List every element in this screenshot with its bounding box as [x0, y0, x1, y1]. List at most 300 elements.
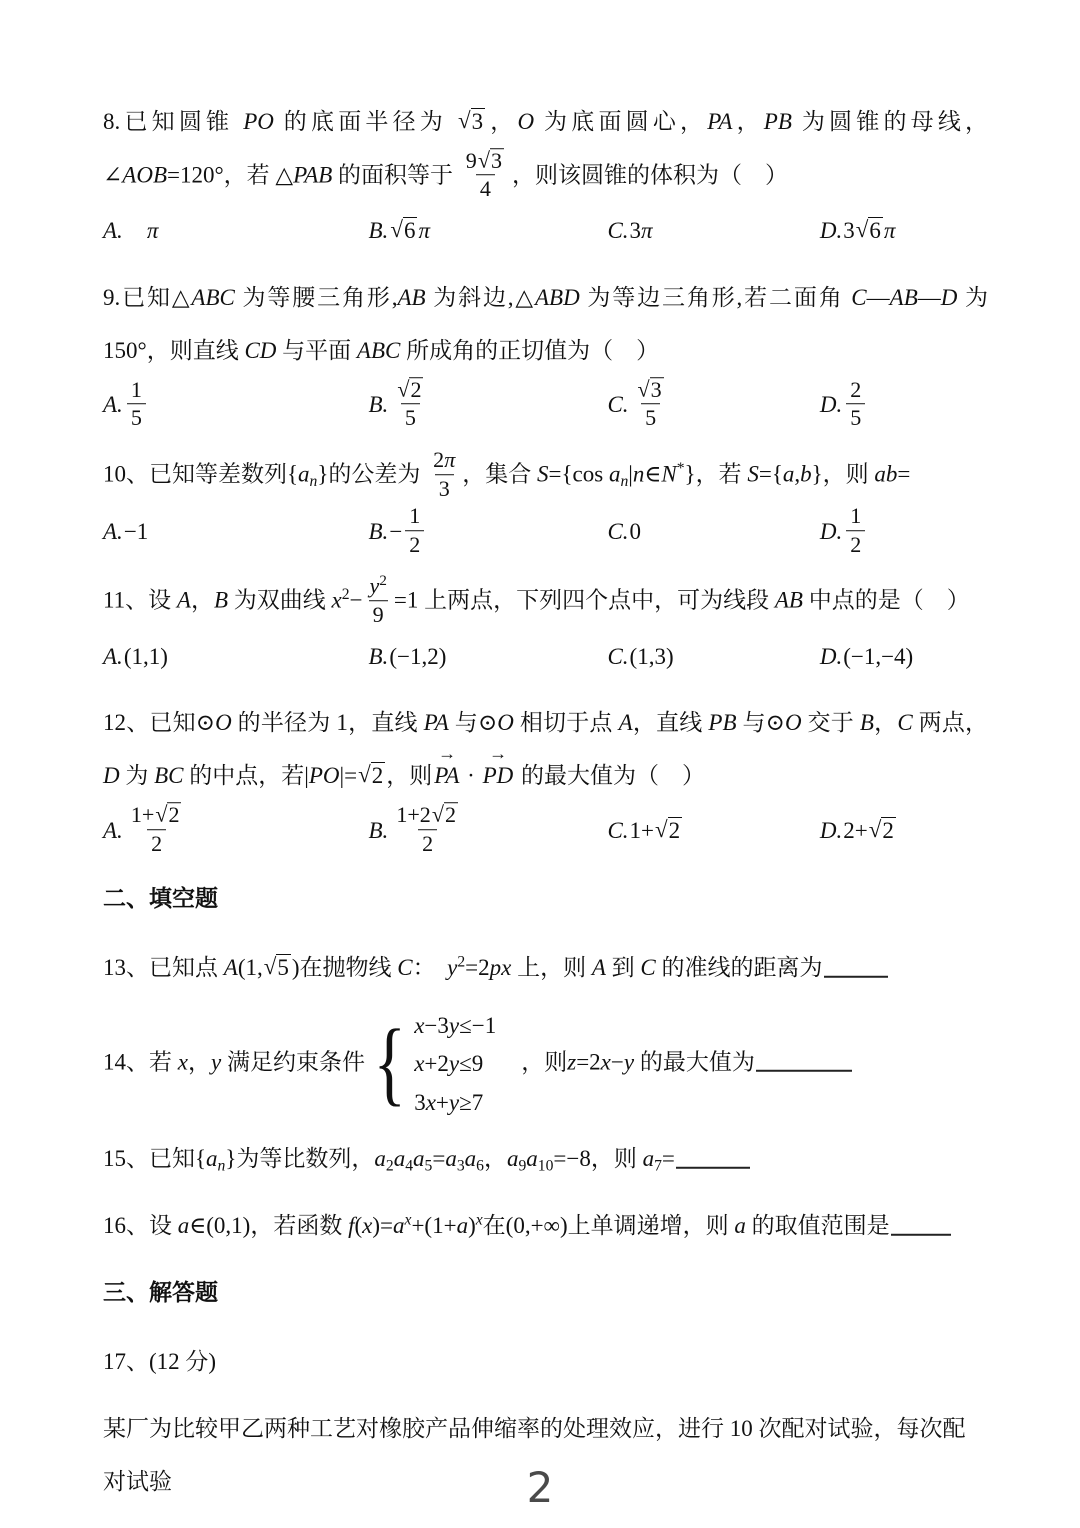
option-label: A. — [103, 643, 123, 669]
text-run: =2 — [465, 955, 490, 981]
math-run: ABC — [191, 284, 235, 310]
text-run: − — [610, 1049, 624, 1075]
text-run: 2 — [668, 817, 681, 843]
math-run: π — [146, 218, 159, 244]
math-run: a — [177, 1213, 190, 1239]
superscript: x — [475, 1211, 483, 1229]
subscript: 5 — [424, 1157, 433, 1175]
radical-sign: √ — [263, 954, 277, 980]
math-run: a — [782, 461, 795, 487]
question-17-header-text — [103, 1336, 988, 1389]
radicand — [444, 802, 458, 828]
text-run: 2 — [444, 802, 457, 828]
numerator — [127, 801, 187, 829]
option-label: D. — [819, 643, 843, 669]
text-run: 所成角的正切值为（ ） — [400, 337, 660, 363]
numerator — [392, 801, 463, 829]
sqrt-expression — [264, 942, 291, 995]
text-run: 1+2 — [396, 802, 431, 828]
text-run: ∈(0,1)，若函数 — [189, 1213, 349, 1239]
question-12-text — [103, 697, 988, 803]
question-10 — [103, 448, 988, 560]
text-run: + — [435, 1089, 449, 1115]
text-run: 2 — [850, 376, 862, 402]
option-label: B. — [368, 218, 389, 244]
constraint-system — [367, 1009, 496, 1119]
math-run: C — [851, 284, 867, 310]
option-label: A. — [103, 218, 123, 244]
text-run: 的面积等于 — [332, 162, 459, 188]
sqrt-expression — [856, 205, 883, 258]
option-label: D. — [819, 817, 843, 843]
sqrt-expression — [155, 801, 181, 829]
question-8-option-D — [820, 205, 988, 258]
text-run: ， — [187, 1049, 211, 1075]
text-run: 交于 — [801, 710, 860, 736]
math-run: ab — [874, 461, 898, 487]
text-run: 的最大值为（ ） — [515, 763, 705, 789]
math-run: ABD — [535, 284, 580, 310]
math-run: A — [591, 955, 606, 981]
text-run: ≤9 — [459, 1051, 484, 1077]
math-run: A — [176, 587, 191, 613]
math-run: y — [369, 573, 380, 599]
math-run: f — [348, 1213, 355, 1239]
radicand — [167, 802, 181, 828]
page-number: 2 — [526, 1463, 554, 1512]
text-run: 为双曲线 — [228, 587, 332, 613]
text-run: 三、解答题 — [103, 1279, 218, 1305]
math-run: a — [393, 1146, 406, 1172]
text-run: 满足约束条件 — [221, 1049, 365, 1075]
question-14 — [103, 1009, 988, 1119]
math-run: AB — [397, 284, 426, 310]
subscript: 6 — [476, 1157, 484, 1175]
option-label: A. — [103, 817, 123, 843]
subscript: 7 — [654, 1157, 662, 1175]
option-label: C. — [607, 817, 629, 843]
text-run: 1+ — [629, 817, 655, 843]
text-run: 1 — [409, 503, 421, 529]
sqrt-expression — [397, 376, 423, 404]
option-label: A. — [103, 392, 123, 418]
question-8-text — [103, 96, 988, 205]
question-10-option-A — [103, 506, 369, 559]
subscript: n — [309, 472, 318, 490]
radical-sign: √ — [655, 816, 668, 842]
fraction — [462, 147, 509, 203]
question-11-option-A — [103, 631, 369, 684]
text-run: 2 — [409, 531, 421, 557]
radicand — [471, 108, 486, 135]
question-12 — [103, 697, 988, 859]
text-run: 为 150°，则直线 — [103, 284, 988, 363]
text-run: 5 — [645, 405, 657, 431]
text-run: (1, — [237, 955, 263, 981]
question-13-text — [103, 942, 988, 995]
denominator — [418, 829, 437, 858]
question-8-option-B — [369, 205, 608, 258]
numerator — [366, 573, 391, 601]
text-run: 3 — [471, 109, 484, 134]
answer-blank — [891, 1211, 951, 1236]
math-run: PA — [423, 710, 449, 736]
math-run: O — [497, 710, 514, 736]
math-run: a — [506, 1146, 519, 1172]
question-11 — [103, 574, 988, 683]
text-run: ，直线 — [632, 710, 709, 736]
text-run: ∈ — [644, 461, 662, 487]
denominator — [846, 404, 865, 433]
denominator — [405, 530, 424, 559]
text-run: · — [461, 763, 481, 789]
math-run: BC — [154, 763, 184, 789]
math-run: π — [883, 218, 896, 244]
option-label: C. — [607, 392, 629, 418]
math-run: D — [103, 763, 120, 789]
text-run: 9 — [465, 148, 477, 174]
math-run: B — [213, 587, 229, 613]
math-run: C — [397, 955, 413, 981]
math-run: y — [447, 955, 458, 981]
text-run: | — [628, 461, 633, 487]
exam-content — [103, 96, 988, 1509]
math-run: A — [618, 710, 633, 736]
text-run: ，则 — [386, 763, 433, 789]
question-10-option-B — [369, 504, 608, 560]
text-run: ， — [483, 1146, 507, 1172]
text-run: 为底面圆心， — [534, 109, 708, 134]
question-12-option-C — [607, 805, 819, 858]
text-run: 4 — [479, 176, 491, 202]
text-run: 3 — [629, 218, 642, 244]
section-fill-in-blanks-text — [103, 873, 988, 926]
text-run: 3 — [843, 218, 855, 244]
math-run: PA — [707, 109, 733, 134]
math-run: PAB — [293, 162, 333, 188]
sqrt-expression — [432, 801, 458, 829]
option-label: B. — [368, 518, 389, 544]
text-run: 2 — [168, 802, 180, 828]
text-run: 的最大值为 — [634, 1049, 755, 1075]
math-run: x — [425, 1089, 436, 1115]
math-run: y — [448, 1089, 460, 1115]
answer-blank — [824, 953, 888, 978]
radical-sign: √ — [868, 816, 882, 842]
subscript: 2 — [385, 1157, 394, 1175]
math-run: a — [526, 1146, 538, 1172]
radical-sign: √ — [637, 376, 650, 402]
numerator — [846, 502, 865, 530]
vector-with-arrow: → PD — [483, 750, 514, 803]
radicand — [371, 762, 386, 789]
denominator — [369, 600, 388, 629]
text-run: ： — [412, 955, 448, 981]
math-run: O — [784, 710, 802, 736]
left-brace: { — [373, 1011, 406, 1116]
math-run: a — [206, 1146, 218, 1172]
text-run: 2 — [410, 376, 422, 402]
text-run: = — [661, 1146, 675, 1172]
text-run: 与⊙ — [736, 710, 785, 736]
question-11-option-D — [820, 631, 988, 684]
math-run: n — [632, 461, 645, 487]
radical-sign: √ — [155, 801, 168, 827]
text-run: 为斜边,△ — [425, 284, 535, 310]
math-run: PB — [763, 109, 792, 134]
question-9-option-A — [103, 378, 369, 434]
text-run: ，则 — [498, 1049, 568, 1075]
math-run: π — [641, 218, 653, 244]
math-run: CD — [244, 337, 277, 363]
question-11-option-C — [607, 631, 819, 684]
text-run: ，则该圆锥的体积为（ ） — [512, 162, 789, 188]
text-run: ， — [486, 109, 518, 134]
text-run: 为等腰三角形, — [234, 284, 398, 310]
subscript: 10 — [537, 1157, 554, 1175]
text-run: 13、已知点 — [103, 955, 224, 981]
math-run: a — [374, 1146, 386, 1172]
math-run: a — [393, 1213, 405, 1239]
radicand — [276, 954, 291, 981]
text-run: 在(0,+∞)上单调递增，则 — [482, 1213, 735, 1239]
math-run: x — [362, 1213, 373, 1239]
superscript: 2 — [457, 953, 466, 971]
radicand — [650, 377, 664, 403]
text-run: 6 — [403, 218, 416, 244]
math-run: O — [517, 109, 535, 134]
question-9-text — [103, 272, 988, 378]
numerator — [462, 147, 509, 175]
superscript: 2 — [341, 586, 350, 604]
question-10-options — [103, 504, 988, 560]
text-run: 的中点，若| — [183, 763, 309, 789]
radicand — [409, 377, 423, 403]
math-run: PB — [708, 710, 737, 736]
math-run: a — [456, 1213, 469, 1239]
superscript: x — [404, 1211, 412, 1229]
math-run: D — [940, 284, 958, 310]
text-run: −1 — [123, 518, 149, 544]
radicand — [490, 148, 504, 174]
text-run: =−8，则 — [553, 1146, 643, 1172]
math-run: PO — [243, 109, 274, 134]
math-run: y — [448, 1051, 460, 1077]
radicand — [668, 817, 683, 844]
text-run: 2 — [433, 447, 445, 473]
question-9-options — [103, 378, 988, 434]
question-8-option-C — [607, 205, 819, 258]
question-9-option-D — [820, 378, 988, 434]
radicand — [403, 217, 418, 244]
subscript: 4 — [405, 1157, 414, 1175]
question-12-option-D — [820, 805, 988, 858]
text-run: 的取值范围是 — [745, 1213, 890, 1239]
math-run: PO — [308, 763, 340, 789]
math-run: C — [897, 710, 913, 736]
radical-sign: √ — [855, 217, 869, 243]
math-run: y — [448, 1013, 460, 1039]
question-11-option-B — [369, 631, 608, 684]
constraint-row — [414, 1009, 496, 1042]
radical-sign: √ — [397, 376, 410, 402]
sqrt-expression — [478, 147, 504, 175]
numerator — [633, 376, 669, 404]
text-run: ( — [354, 1213, 363, 1239]
question-8-option-A — [103, 205, 369, 258]
answer-blank — [756, 1047, 852, 1072]
constraint-row — [414, 1047, 496, 1080]
text-run: =1 上两点，下列四个点中，可为线段 — [393, 587, 775, 613]
numerator — [392, 376, 428, 404]
text-run: 10、已知等差数列{ — [103, 461, 299, 487]
text-run: 9.已知△ — [103, 284, 192, 310]
text-run: 上，则 — [511, 955, 592, 981]
question-12-option-B — [369, 803, 608, 859]
text-run: 2 — [151, 830, 163, 856]
denominator — [147, 829, 166, 858]
text-run: 14、若 — [103, 1049, 178, 1075]
text-run: 3 — [490, 148, 503, 174]
question-16 — [103, 1200, 988, 1253]
math-run: π — [444, 447, 456, 473]
text-run: 2 — [882, 817, 894, 843]
text-run: 15、已知{ — [103, 1146, 207, 1172]
text-run: }的公差为 — [317, 461, 427, 487]
constraint-rows — [414, 1009, 496, 1119]
sqrt-expression — [655, 805, 682, 858]
math-run: a — [734, 1213, 746, 1239]
text-run: = — [432, 1146, 446, 1172]
text-run: 1+ — [130, 802, 155, 828]
text-run: 9 — [372, 602, 384, 628]
text-run: 为圆锥的母线，∠ — [103, 109, 989, 188]
text-run: 1 — [130, 376, 142, 402]
question-13 — [103, 942, 988, 995]
math-run: a — [298, 461, 310, 487]
math-run: x — [600, 1049, 611, 1075]
subscript: n — [217, 1157, 226, 1175]
text-run — [124, 205, 147, 258]
text-run: 6 — [869, 218, 881, 244]
text-run: }，则 — [811, 461, 875, 487]
numerator — [846, 376, 865, 404]
text-run: }，若 — [684, 461, 748, 487]
math-run: a — [642, 1146, 655, 1172]
text-run: (−1,2) — [389, 643, 447, 669]
question-16-text — [103, 1200, 988, 1253]
denominator — [401, 404, 420, 433]
math-run: O — [215, 710, 232, 736]
question-10-option-D — [820, 504, 988, 560]
math-run: a — [445, 1146, 457, 1172]
constraint-row — [414, 1086, 496, 1119]
math-run: z — [567, 1049, 577, 1075]
text-run: +2 — [424, 1051, 449, 1077]
fraction — [846, 376, 865, 432]
text-run: 5 — [277, 955, 289, 981]
text-run: 的准线的距离为 — [655, 955, 823, 981]
text-run: 到 — [605, 955, 641, 981]
option-label: A. — [103, 518, 123, 544]
option-label: B. — [368, 392, 389, 418]
question-8 — [103, 96, 988, 258]
text-run: 8.已知圆锥 — [103, 109, 244, 134]
math-run: AB — [774, 587, 803, 613]
denominator — [435, 474, 454, 503]
math-run: x — [414, 1013, 425, 1039]
text-run: 5 — [130, 405, 142, 431]
fraction — [127, 376, 146, 432]
radicand — [868, 217, 883, 244]
sqrt-expression — [458, 96, 485, 149]
text-run: ， — [190, 587, 214, 613]
text-run: 二、填空题 — [103, 886, 218, 912]
math-run: S — [537, 461, 549, 487]
math-run: N — [661, 461, 677, 487]
text-run: 11、设 — [103, 587, 177, 613]
text-run: 5 — [850, 405, 862, 431]
math-run: x — [331, 587, 342, 613]
question-8-options — [103, 205, 988, 258]
fraction — [127, 801, 187, 857]
vector-with-arrow: → PA — [434, 750, 459, 803]
option-label: D. — [819, 518, 843, 544]
text-run: ≥7 — [459, 1089, 484, 1115]
option-label: C. — [607, 643, 629, 669]
text-run: ≤−1 — [459, 1013, 497, 1039]
radical-sign: √ — [431, 801, 444, 827]
text-run: 12、已知⊙ — [103, 710, 216, 736]
question-9 — [103, 272, 988, 434]
math-run: π — [418, 218, 430, 244]
text-run: 2 — [422, 830, 434, 856]
text-run: −3 — [424, 1013, 449, 1039]
text-run: 3 — [438, 475, 450, 501]
radical-sign: √ — [390, 217, 403, 243]
text-run: ={cos — [548, 461, 609, 487]
question-12-option-A — [103, 803, 369, 859]
fraction — [633, 376, 669, 432]
text-run: (1,3) — [629, 643, 674, 669]
text-run: 2 — [371, 763, 384, 789]
option-label: D. — [819, 218, 843, 244]
math-run: x — [177, 1049, 188, 1075]
text-run: ， — [732, 109, 764, 134]
math-run: B — [859, 710, 874, 736]
option-label: D. — [819, 392, 843, 418]
text-run: = — [897, 461, 911, 487]
math-run: y — [210, 1049, 222, 1075]
text-run: =2 — [576, 1049, 601, 1075]
option-label: C. — [607, 218, 629, 244]
numerator — [405, 502, 424, 530]
question-17-header — [103, 1336, 988, 1389]
text-run: ，集合 — [462, 461, 538, 487]
math-run: a — [464, 1146, 477, 1172]
math-run: A — [223, 955, 238, 981]
question-10-option-C — [607, 506, 819, 559]
text-run: − — [389, 518, 403, 544]
text-run: (−1,−4) — [843, 643, 914, 669]
sqrt-expression — [358, 750, 385, 803]
text-run: 2+ — [843, 817, 868, 843]
fraction — [846, 502, 865, 558]
sqrt-expression — [869, 805, 896, 858]
option-label: B. — [368, 643, 389, 669]
text-run: ) — [468, 1213, 476, 1239]
text-run: , — [794, 461, 801, 487]
